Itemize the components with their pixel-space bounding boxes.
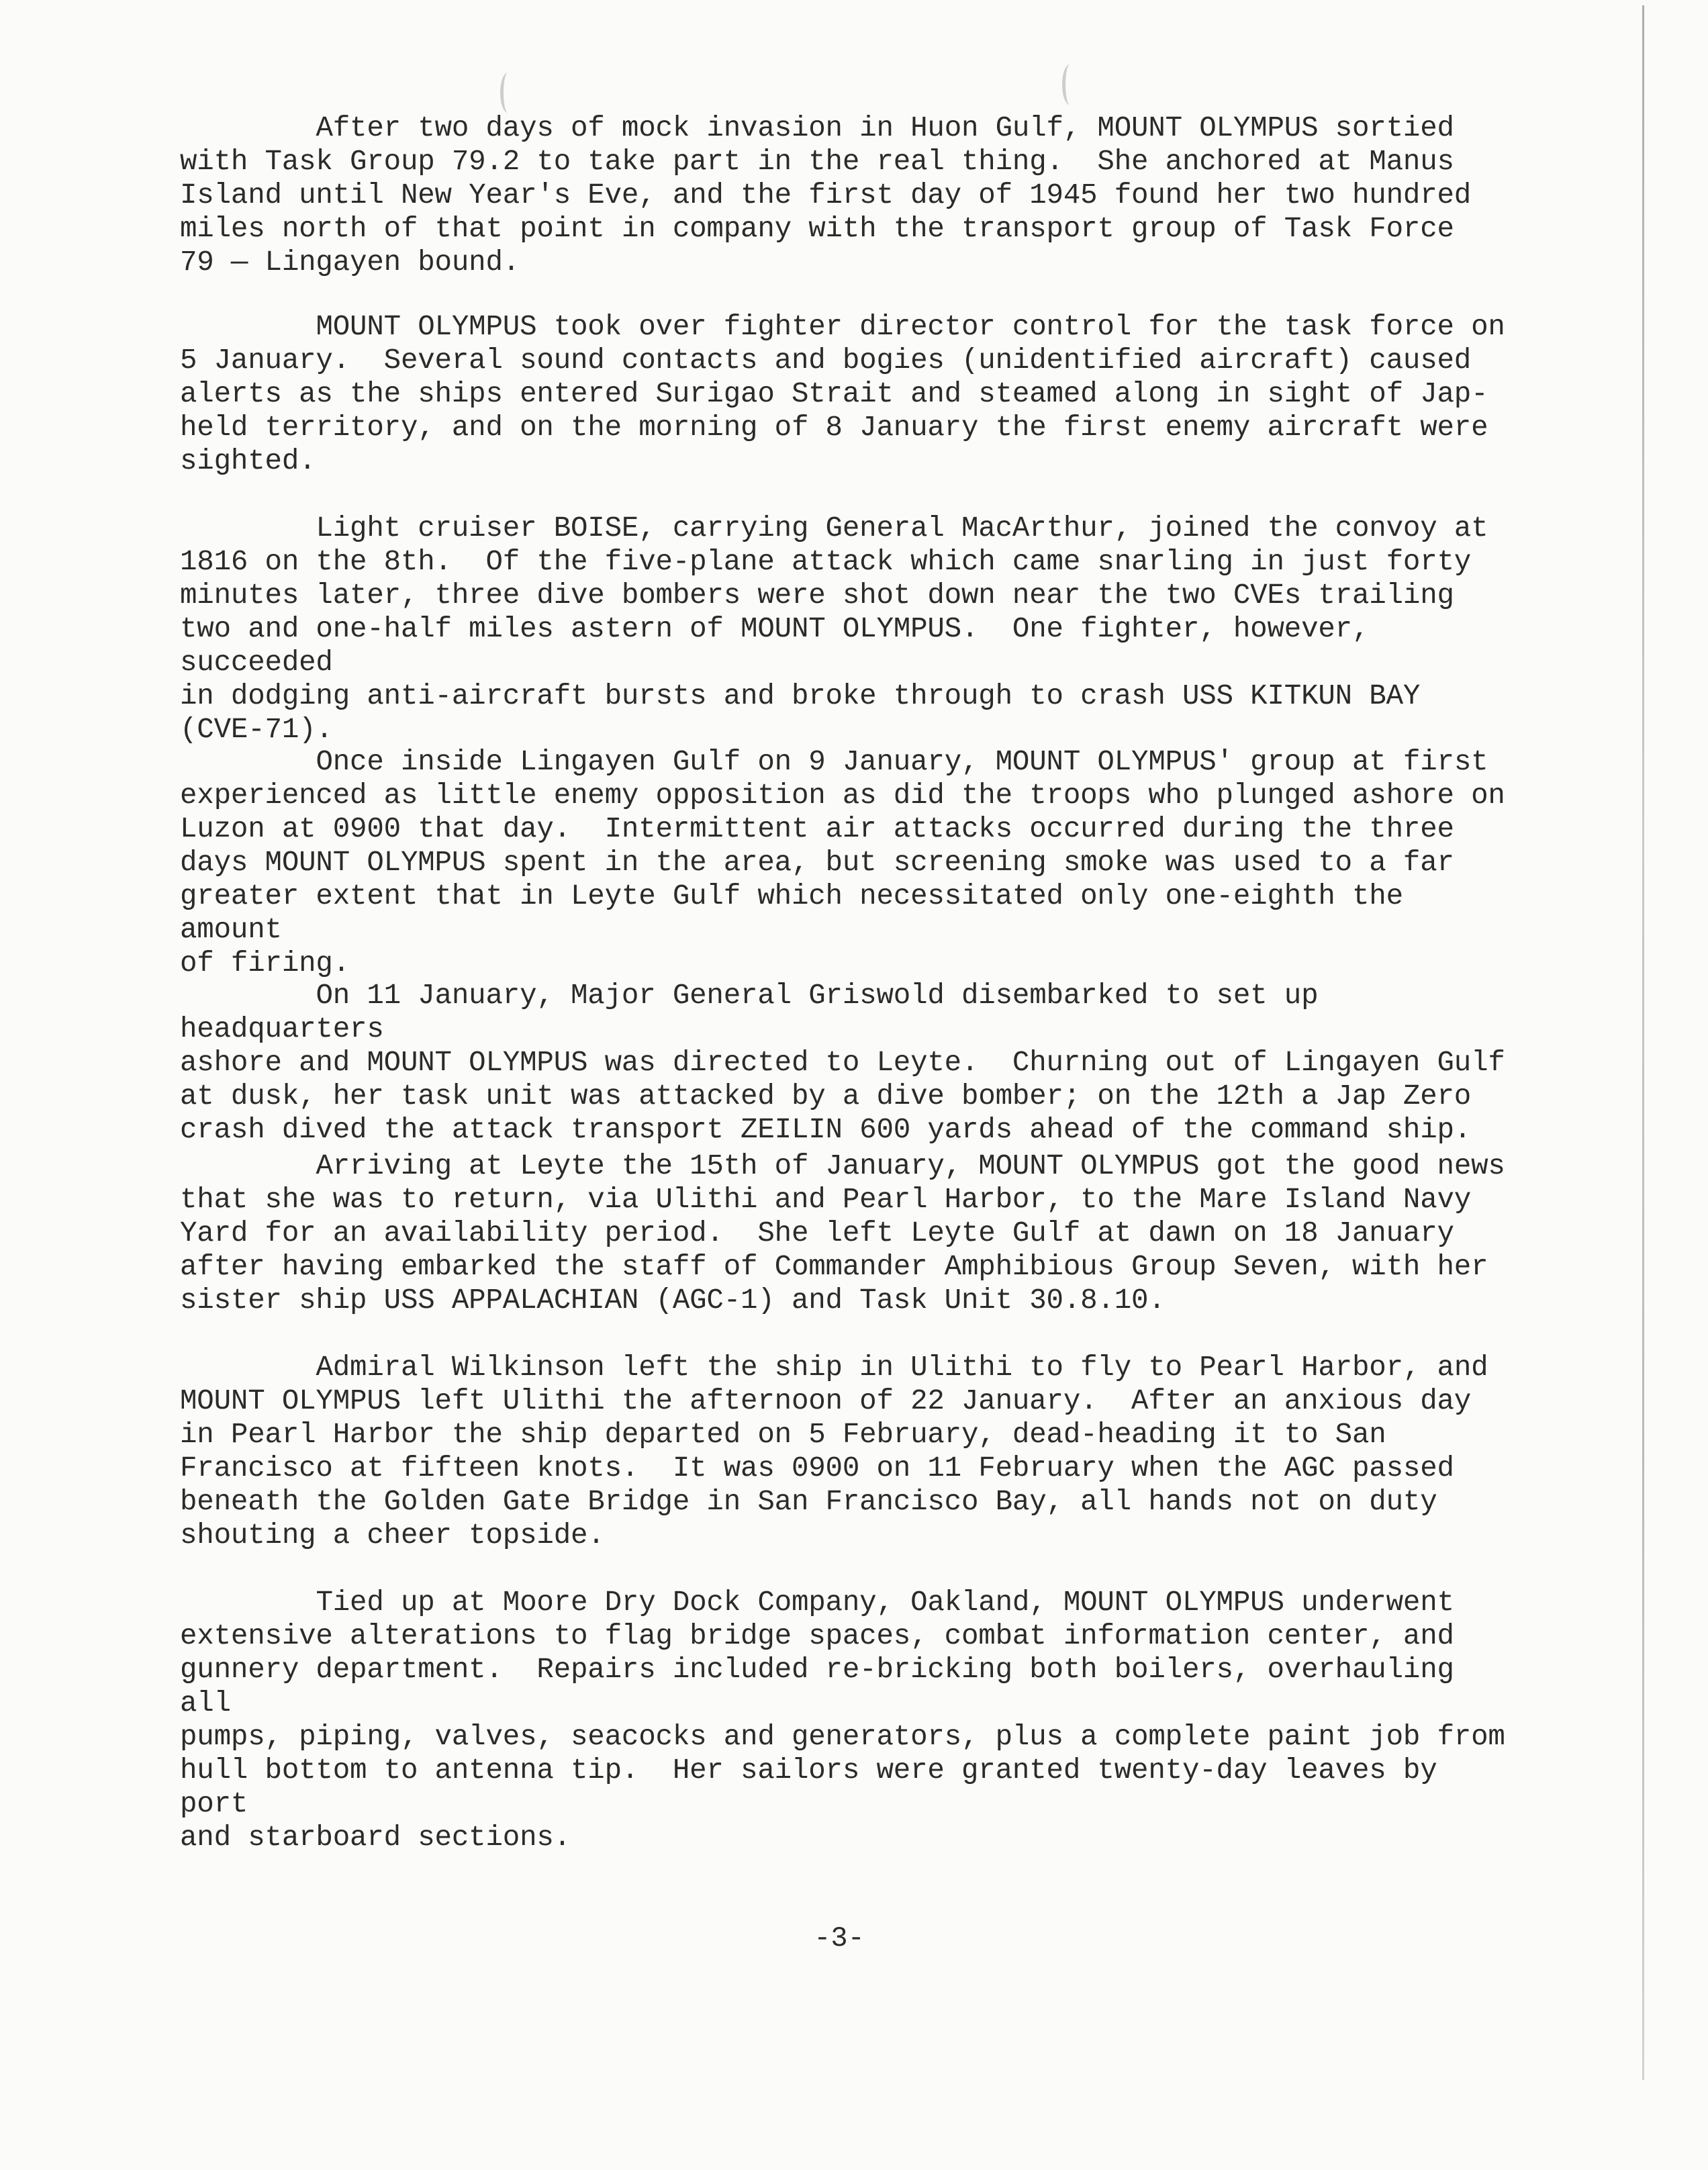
paragraph-text: MOUNT OLYMPUS took over fighter director control for the task force on 5 January. Several sound contacts and bogies (unidentified aircraft) caused alerts as the ships entered Surigao Strait and steamed along in sight of Jap- held territory, and on the morning of 8 January the first enemy aircraft were sighted.: [180, 311, 1505, 477]
page-number: -3-: [814, 1922, 865, 1954]
paragraph-text: Light cruiser BOISE, carrying General MacArthur, joined the convoy at 1816 on the 8th. Of the five-plane attack which came snarling in just forty minutes later, three dive bombers were shot down near the two CVEs trailing two and one-half miles astern of MOUNT OLYMPUS. One fighter, however, succeeded in dodging anti-aircraft bursts and broke through to crash USS KITKUN BAY (CVE-71).: [180, 512, 1488, 746]
paragraph-text: Admiral Wilkinson left the ship in Ulithi to fly to Pearl Harbor, and MOUNT OLYMPUS left Ulithi the afternoon of 22 January. After an anxious day in Pearl Harbor the ship departed on 5 February, dead-heading it to San Francisco at fifteen knots. It was 0900 on 11 February when the AGC passed beneath the Golden Gate Bridge in San Francisco Bay, all hands not on duty shouting a cheer topside.: [180, 1352, 1488, 1552]
paragraph-text: After two days of mock invasion in Huon Gulf, MOUNT OLYMPUS sortied with Task Group 79.2 to take part in the real thing. She anchored at Manus Island until New Year's Eve, and the first day of 1945 found her two hundred miles north of that point in company with the transport group of Task Force 79 — Lingayen bound.: [180, 112, 1472, 279]
hole-punch-mark: [500, 73, 516, 113]
paragraph-text: Once inside Lingayen Gulf on 9 January, MOUNT OLYMPUS' group at first experienced as little enemy opposition as did the troops who plunged ashore on Luzon at 0900 that day. Intermittent air attacks occurred during the three days MOUNT OLYMPUS spent in the area, but screening smoke was used to a far greater extent that in Leyte Gulf which necessitated only one-eighth the amount of firing.: [180, 746, 1505, 980]
paragraph: [180, 111, 1516, 279]
hole-punch-mark: [1062, 64, 1078, 105]
paragraph-text: Tied up at Moore Dry Dock Company, Oakland, MOUNT OLYMPUS underwent extensive alterations to flag bridge spaces, combat information center, and gunnery department. Repairs included re-bricking both boilers, overhauling all pumps, piping, valves, seacocks and generators, plus a complete paint job from hull bottom to antenna tip. Her sailors were granted twenty-day leaves by port and starboard sections.: [180, 1587, 1505, 1854]
paragraph: [180, 1351, 1516, 1552]
paragraph-text: On 11 January, Major General Griswold disembarked to set up headquarters ashore and MOUNT OLYMPUS was directed to Leyte. Churning out of Lingayen Gulf at dusk, her task unit was attacked by a dive bomber; on the 12th a Jap Zero crash dived the attack transport ZEILIN 600 yards ahead of the command ship.: [180, 980, 1505, 1146]
paragraph-text: Arriving at Leyte the 15th of January, MOUNT OLYMPUS got the good news that she was to return, via Ulithi and Pearl Harbor, to the Mare Island Navy Yard for an availability period. She left Leyte Gulf at dawn on 18 January after having embarked the staff of Commander Amphibious Group Seven, with her sister ship USS APPALACHIAN (AGC-1) and Task Unit 30.8.10.: [180, 1150, 1505, 1317]
page-edge-line: [1642, 5, 1644, 2080]
paragraph: [180, 512, 1516, 747]
paragraph: [180, 745, 1516, 980]
paragraph: [180, 979, 1516, 1147]
paragraph: [180, 1586, 1516, 1854]
paragraph: [180, 1149, 1516, 1317]
paragraph: [180, 310, 1516, 478]
